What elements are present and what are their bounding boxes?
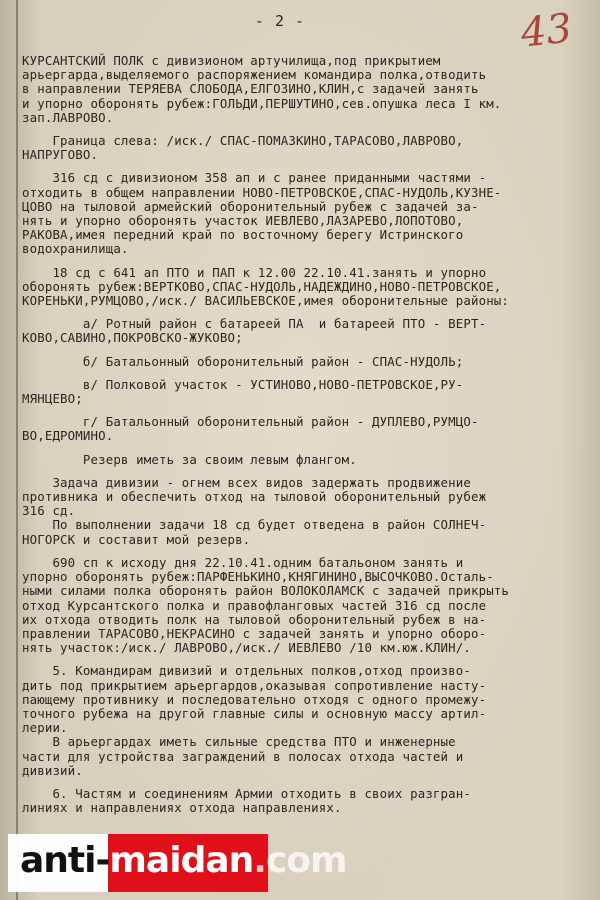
- paragraph-sub-a: а/ Ротный район с батареей ПА и батареей ПТО - ВЕРТ- КОВО,САВИНО,ПОКРОВСКО-ЖУКОВО;: [22, 316, 487, 346]
- handwritten-folio-number: 43: [518, 5, 575, 57]
- paragraph-division-task: Задача дивизии - огнем всех видов задержать продвижение противника и обеспечить отход на тыловой оборонительный рубеж 316 сд. По выполнении задачи 18 сд будет отведена в район СОЛНЕЧ- НОГОРСК и составит мой резерв.: [22, 474, 487, 547]
- watermark-text: [20, 840, 347, 881]
- watermark-logo: [8, 834, 376, 892]
- paragraph-sub-v: в/ Полковой участок - УСТИНОВО,НОВО-ПЕТРОВСКОЕ,РУ- МЯНЦЕВО;: [22, 376, 464, 407]
- document-body: [22, 54, 582, 824]
- paragraph-cadet-regiment: КУРСАНТСКИЙ ПОЛК с дивизионом артучилища,под прикрытием арьергарда,выделяемого распоряжением командира полка,отводить в направлении ТЕРЯЕВА СЛОБОДА,ЕЛГОЗИНО,КЛИН,с задачей занять и упорно оборонять рубеж:ГОЛЬДИ,ПЕРШУТИНО,сев.опушка леса I км. зап.ЛАВРОВО.: [22, 53, 502, 125]
- paragraph-reserve: Резерв иметь за своим левым флангом.: [22, 451, 357, 467]
- paragraph-sub-b: б/ Батальонный оборонительный район - СПАС-НУДОЛЬ;: [22, 353, 464, 369]
- paragraph-left-boundary: Граница слева: /иск./ СПАС-ПОМАЗКИНО,ТАРАСОВО,ЛАВРОВО, НАПРУГОВО.: [22, 133, 464, 163]
- paragraph-690-regiment: 690 сп к исходу дня 22.10.41.одним батальоном занять и упорно оборонять рубеж:ПАРФЕНЬКИНО,КНЯГИНИНО,ВЫСОЧКОВО.Осталь- ными силами полка оборонять район ВОЛОКОЛАМСК с задачей прикрыть отход Курсантского полка и правофланговых частей 316 сд после их отхода отводить полк на тыловой оборонительный рубеж в на- правлении ТАРАСОВО,НЕКРАСИНО с задачей занять и упорно оборо- нять участок:/иск./ ЛАВРОВО,/иск./ ИЕВЛЕВО /10 км.юж.КЛИН/.: [22, 554, 510, 656]
- watermark-part-maidan: maidan: [109, 840, 254, 881]
- paragraph-sub-g: г/ Батальонный оборонительный район - ДУПЛЕВО,РУМЦО- ВО,ЕДРОМИНО.: [22, 414, 479, 444]
- paragraph-316-division: 316 сд с дивизионом 358 ап и с ранее приданными частями - отходить в общем направлении НОВО-ПЕТРОВСКОЕ,СПАС-НУДОЛЬ,КУЗНЕ- ЦОВО на тыловой армейский оборонительный рубеж с задачей за- нять и упорно оборонять участок ИЕВЛЕВО,ЛАЗАРЕВО,ЛОПОТОВО, РАКОВА,имея передний край по восточному берегу Истринского водохранилища.: [22, 170, 502, 257]
- binding-edge: [16, 0, 18, 900]
- watermark-part-domain: .com: [253, 840, 347, 881]
- paragraph-18-division: 18 сд с 641 ап ПТО и ПАП к 12.00 22.10.41.занять и упорно оборонять рубеж:ВЕРТКОВО,СПАС-НУДОЛЬ,НАДЕЖДИНО,НОВО-ПЕТРОВСКОЕ, КОРЕНЬКИ,РУМЦОВО,/иск./ ВАСИЛЬЕВСКОЕ,имея оборонительные районы:: [22, 264, 510, 309]
- paragraph-item-6: 6. Частям и соединениям Армии отходить в своих разгран- линиях и направлениях отхода направлениях.: [22, 785, 471, 816]
- page-number: - 2 -: [254, 12, 306, 30]
- watermark-part-anti: anti-: [20, 840, 110, 881]
- paragraph-item-5: 5. Командирам дивизий и отдельных полков,отход произво- дить под прикрытием арьергардов,оказывая сопротивление насту- пающему противнику и последовательно отходя с одного промежу- точного рубежа на другой главные силы и основную массу артил- лерии. В арьергардах иметь сильные средства ПТО и инженерные части для устройства заграждений в полосах отхода частей и дивизий.: [22, 663, 487, 778]
